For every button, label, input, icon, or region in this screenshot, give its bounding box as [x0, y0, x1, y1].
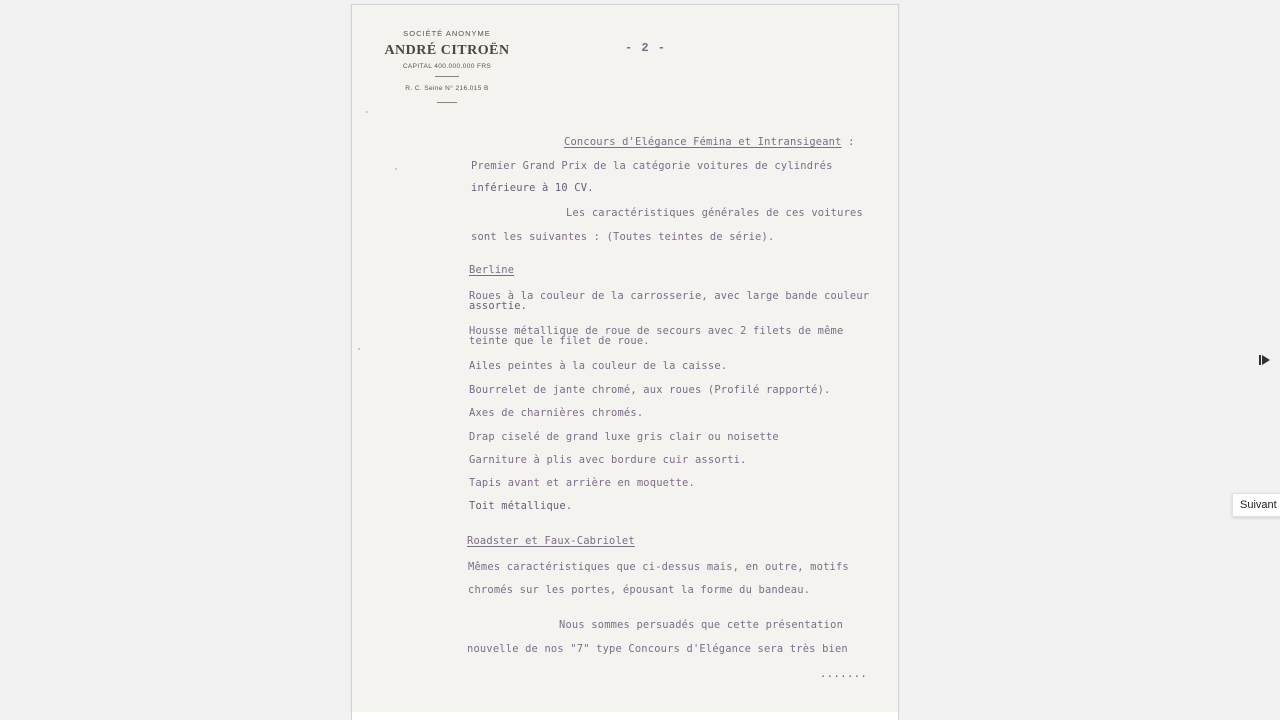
paper-speck — [395, 168, 397, 170]
roadster-line-2: chromés sur les portes, épousant la forme du bandeau. — [468, 584, 811, 596]
berline-item: assortie. — [469, 300, 528, 312]
berline-item: teinte que le filet de roue. — [469, 335, 650, 347]
continuation-dots: ....... — [820, 668, 868, 680]
next-tooltip: Suivant — [1232, 493, 1280, 517]
berline-item: Garniture à plis avec bordure cuir assorti. — [469, 454, 747, 466]
intro-line-2: inférieure à 10 CV. — [471, 182, 594, 194]
berline-item: Axes de charnières chromés. — [469, 407, 644, 419]
letterhead-capital: CAPITAL 400.000.000 FRS — [402, 63, 492, 70]
play-arrow-icon — [1258, 353, 1272, 367]
letterhead — [372, 29, 522, 103]
berline-item: Bourrelet de jante chromé, aux roues (Profilé rapporté). — [469, 384, 831, 396]
berline-item: Ailes peintes à la couleur de la caisse. — [469, 360, 728, 372]
next-page-edge — [351, 712, 899, 720]
document-page — [351, 4, 899, 714]
letterhead-company-name: ANDRÉ CITROËN — [384, 43, 510, 58]
paragraph-2-line-2: sont les suivantes : (Toutes teintes de série). — [471, 231, 775, 243]
closing-line-1: Nous sommes persuadés que cette présentation — [559, 619, 844, 631]
intro-line-1: Premier Grand Prix de la catégorie voitures de cylindrés — [471, 160, 833, 172]
letterhead-registry: R. C. Seine N° 216.015 B — [405, 85, 489, 92]
letterhead-company-type: SOCIÉTÉ ANONYME — [403, 29, 491, 38]
section-title-roadster: Roadster et Faux-Cabriolet — [467, 535, 635, 547]
closing-line-2: nouvelle de nos "7" type Concours d'Elégance sera très bien — [467, 643, 848, 655]
paper-speck — [366, 111, 368, 113]
next-page-button[interactable] — [1258, 353, 1272, 367]
document-heading: Concours d'Elégance Fémina et Intransigeant — [564, 136, 842, 148]
section-title-berline: Berline — [469, 264, 515, 276]
letterhead-rule-bottom — [437, 102, 457, 103]
paper-speck — [358, 348, 360, 350]
berline-item: Tapis avant et arrière en moquette. — [469, 477, 695, 489]
paragraph-2-line-1: Les caractéristiques générales de ces voitures — [566, 207, 863, 219]
berline-item: Drap ciselé de grand luxe gris clair ou noisette — [469, 431, 779, 443]
heading-line — [564, 137, 855, 148]
berline-item: Roues à la couleur de la carrosserie, avec large bande couleur — [469, 290, 870, 302]
document-heading-suffix: : — [841, 136, 855, 148]
letterhead-rule — [435, 76, 459, 77]
page-number: - 2 - — [625, 41, 667, 55]
berline-item: Toit métallique. — [469, 500, 573, 512]
roadster-line-1: Mêmes caractéristiques que ci-dessus mais, en outre, motifs — [468, 561, 849, 573]
berline-item: Housse métallique de roue de secours avec 2 filets de même — [469, 325, 844, 337]
